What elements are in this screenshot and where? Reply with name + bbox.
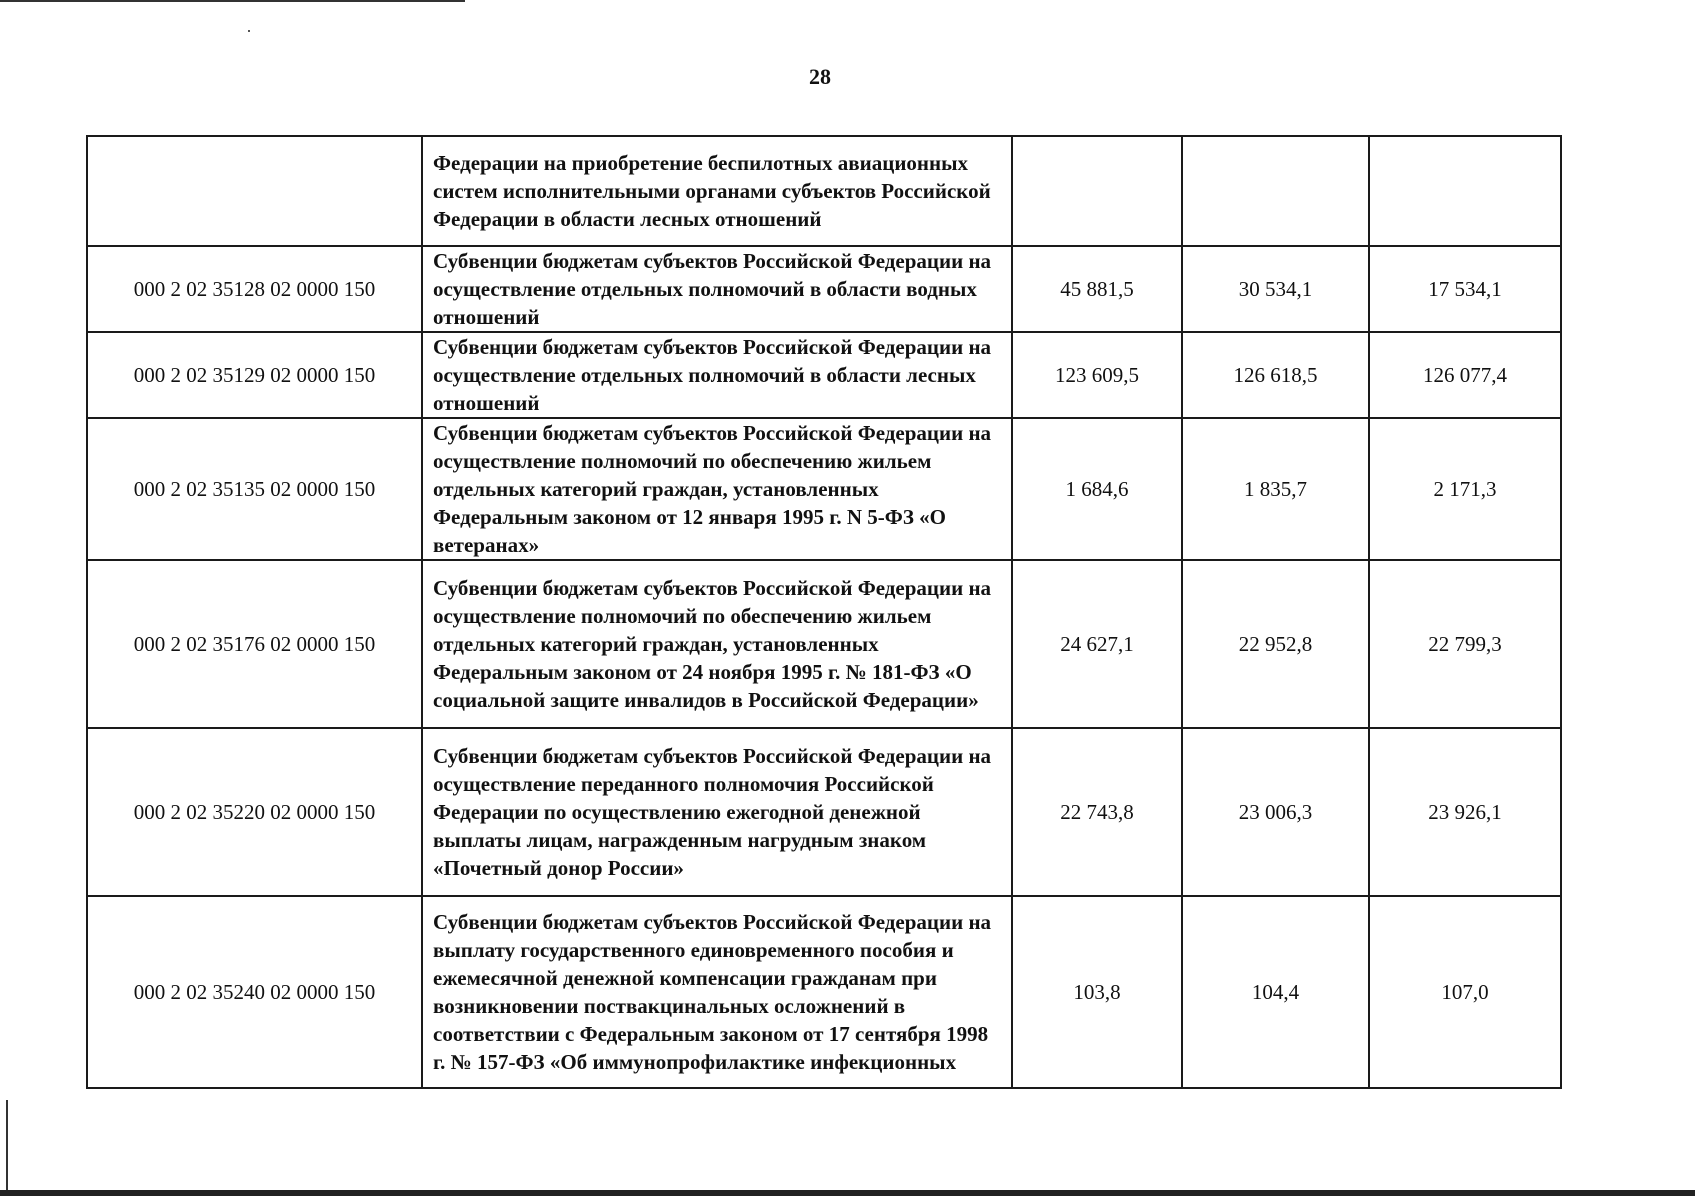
value-cell-year3: 17 534,1 (1369, 246, 1561, 332)
description-cell: Субвенции бюджетам субъектов Российской Федерации на осуществление полномочий по обеспечению жильем отдельных категорий граждан, установленных Федеральным законом от 24 ноября 1995 г. № 181-ФЗ «О социальной защите инвалидов в Российской Федерации» (422, 560, 1012, 728)
page-number: 28 (809, 64, 831, 89)
scan-edge-line (0, 0, 465, 2)
budget-code-cell (87, 136, 422, 246)
value-cell-year1: 123 609,5 (1012, 332, 1182, 418)
description-cell: Субвенции бюджетам субъектов Российской Федерации на осуществление отдельных полномочий в области лесных отношений (422, 332, 1012, 418)
value-cell-year2: 30 534,1 (1182, 246, 1369, 332)
scan-speck (248, 30, 250, 32)
table-row (87, 560, 1561, 728)
description-cell: Федерации на приобретение беспилотных авиационных систем исполнительными органами субъектов Российской Федерации в области лесных отношений (422, 136, 1012, 246)
table-row (87, 136, 1561, 246)
value-cell-year2: 1 835,7 (1182, 418, 1369, 560)
budget-code-cell: 000 2 02 35176 02 0000 150 (87, 560, 422, 728)
value-cell-year1: 45 881,5 (1012, 246, 1182, 332)
table-row (87, 332, 1561, 418)
value-cell-year2: 23 006,3 (1182, 728, 1369, 896)
description-cell: Субвенции бюджетам субъектов Российской Федерации на осуществление полномочий по обеспечению жильем отдельных категорий граждан, установленных Федеральным законом от 12 января 1995 г. N 5-ФЗ «О ветеранах» (422, 418, 1012, 560)
value-cell-year3: 2 171,3 (1369, 418, 1561, 560)
value-cell-year1 (1012, 136, 1182, 246)
value-cell-year3: 22 799,3 (1369, 560, 1561, 728)
value-cell-year3 (1369, 136, 1561, 246)
description-cell: Субвенции бюджетам субъектов Российской Федерации на осуществление отдельных полномочий в области водных отношений (422, 246, 1012, 332)
table-row (87, 246, 1561, 332)
value-cell-year3: 126 077,4 (1369, 332, 1561, 418)
value-cell-year1: 103,8 (1012, 896, 1182, 1088)
value-cell-year2: 104,4 (1182, 896, 1369, 1088)
description-cell: Субвенции бюджетам субъектов Российской Федерации на осуществление переданного полномочия Российской Федерации по осуществлению ежегодной денежной выплаты лицам, награжденным нагрудным знаком «Почетный донор России» (422, 728, 1012, 896)
budget-code-cell: 000 2 02 35135 02 0000 150 (87, 418, 422, 560)
description-cell: Субвенции бюджетам субъектов Российской Федерации на выплату государственного единовременного пособия и ежемесячной денежной компенсации гражданам при возникновении поствакцинальных осложнений в соответствии с Федеральным законом от 17 сентября 1998 г. № 157-ФЗ «Об иммунопрофилактике инфекционных (422, 896, 1012, 1088)
value-cell-year3: 23 926,1 (1369, 728, 1561, 896)
scan-margin-mark (6, 1100, 8, 1190)
value-cell-year2: 22 952,8 (1182, 560, 1369, 728)
value-cell-year2 (1182, 136, 1369, 246)
table-row (87, 728, 1561, 896)
value-cell-year3: 107,0 (1369, 896, 1561, 1088)
budget-table (86, 135, 1562, 1089)
budget-code-cell: 000 2 02 35129 02 0000 150 (87, 332, 422, 418)
budget-code-cell: 000 2 02 35240 02 0000 150 (87, 896, 422, 1088)
table-row (87, 896, 1561, 1088)
budget-code-cell: 000 2 02 35220 02 0000 150 (87, 728, 422, 896)
value-cell-year1: 24 627,1 (1012, 560, 1182, 728)
value-cell-year1: 1 684,6 (1012, 418, 1182, 560)
value-cell-year2: 126 618,5 (1182, 332, 1369, 418)
table-row (87, 418, 1561, 560)
scan-edge-line (0, 1190, 1695, 1196)
budget-code-cell: 000 2 02 35128 02 0000 150 (87, 246, 422, 332)
value-cell-year1: 22 743,8 (1012, 728, 1182, 896)
